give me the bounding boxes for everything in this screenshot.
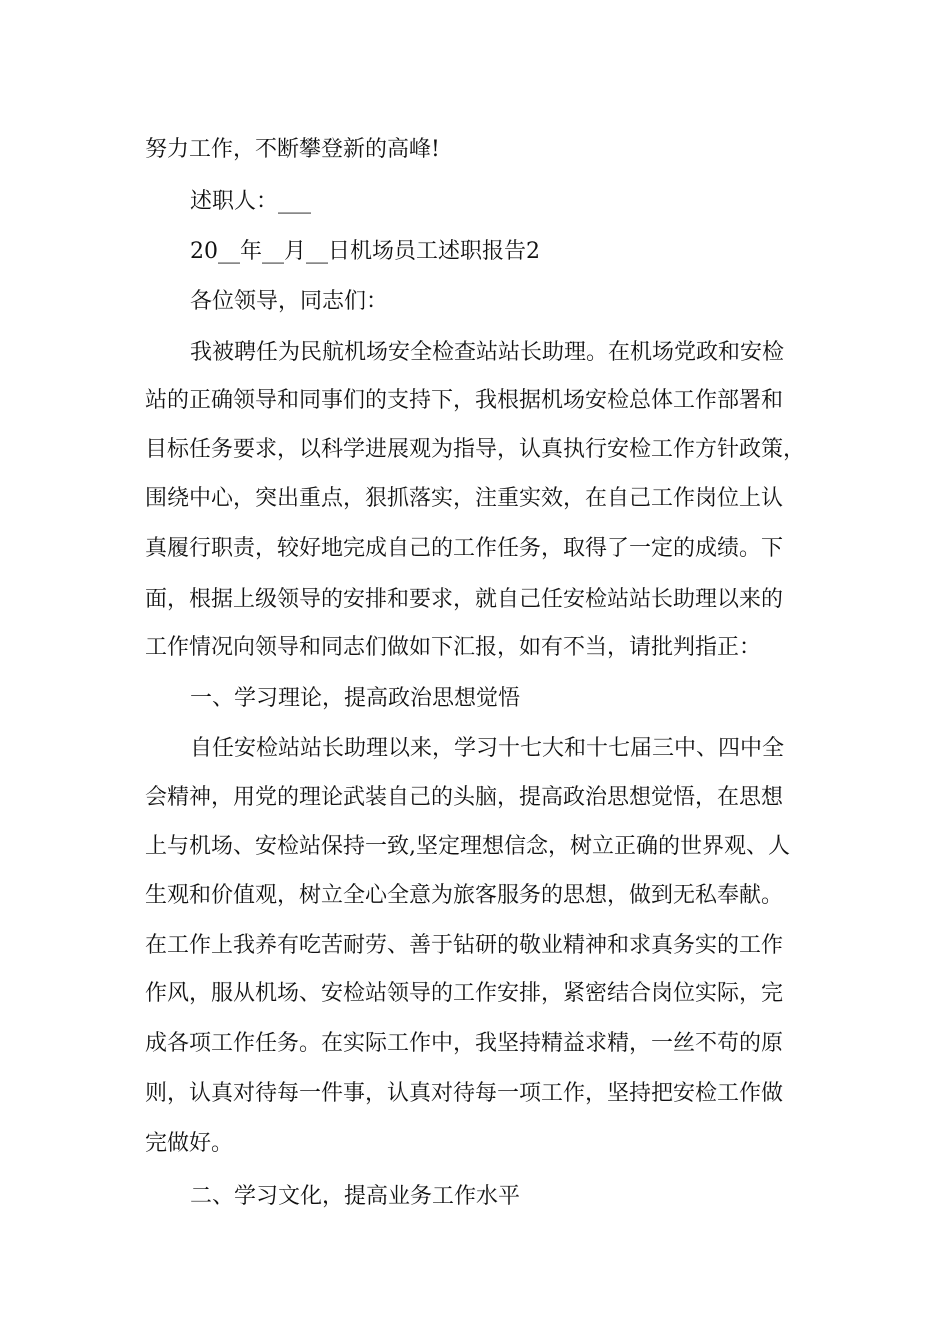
paragraph-line: 上与机场、安检站保持一致,坚定理想信念，树立正确的世界观、人: [145, 834, 790, 859]
paragraph-line: 真履行职责，较好地完成自己的工作任务，取得了一定的成绩。下: [145, 536, 784, 561]
paragraph-line: 成各项工作任务。在实际工作中，我坚持精益求精，一丝不苟的原: [145, 1031, 784, 1056]
paragraph-line: 面，根据上级领导的安排和要求，就自己任安检站站长助理以来的: [145, 587, 784, 612]
paragraph-line: 自任安检站站长助理以来，学习十七大和十七届三中、四中全: [190, 736, 785, 761]
paragraph-line: 会精神，用党的理论武装自己的头脑，提高政治思想觉悟，在思想: [145, 785, 784, 810]
paragraph-line: 工作情况向领导和同志们做如下汇报，如有不当，请批判指正：: [145, 635, 762, 660]
paragraph-line: 完做好。: [145, 1131, 234, 1156]
paragraph-line: 我被聘任为民航机场安全检查站站长助理。在机场党政和安检: [190, 340, 785, 365]
paragraph-line: 生观和价值观，树立全心全意为旅客服务的思想，做到无私奉献。: [145, 883, 784, 908]
paragraph-line: 则，认真对待每一件事，认真对待每一项工作，坚持把安检工作做: [145, 1081, 784, 1106]
paragraph-line: 目标任务要求，以科学进展观为指导，认真执行安检工作方针政策，: [145, 437, 806, 462]
paragraph-line: 在工作上我养有吃苦耐劳、善于钻研的敬业精神和求真务实的工作: [145, 933, 784, 958]
paragraph-line: 站的正确领导和同事们的支持下，我根据机场安检总体工作部署和: [145, 388, 784, 413]
paragraph-line: 围绕中心，突出重点，狠抓落实，注重实效，在自己工作岗位上认: [145, 486, 784, 511]
signature-line: 述职人：___: [190, 189, 312, 214]
section-heading-1: 一、学习理论，提高政治思想觉悟: [190, 686, 521, 711]
salutation: 各位领导，同志们：: [190, 289, 389, 314]
report-title: 20__年__月__日机场员工述职报告2: [190, 239, 540, 264]
section-heading-2: 二、学习文化，提高业务工作水平: [190, 1184, 521, 1209]
paragraph-line: 作风，服从机场、安检站领导的工作安排，紧密结合岗位实际，完: [145, 981, 784, 1006]
closing-line: 努力工作，不断攀登新的高峰!: [145, 137, 440, 162]
